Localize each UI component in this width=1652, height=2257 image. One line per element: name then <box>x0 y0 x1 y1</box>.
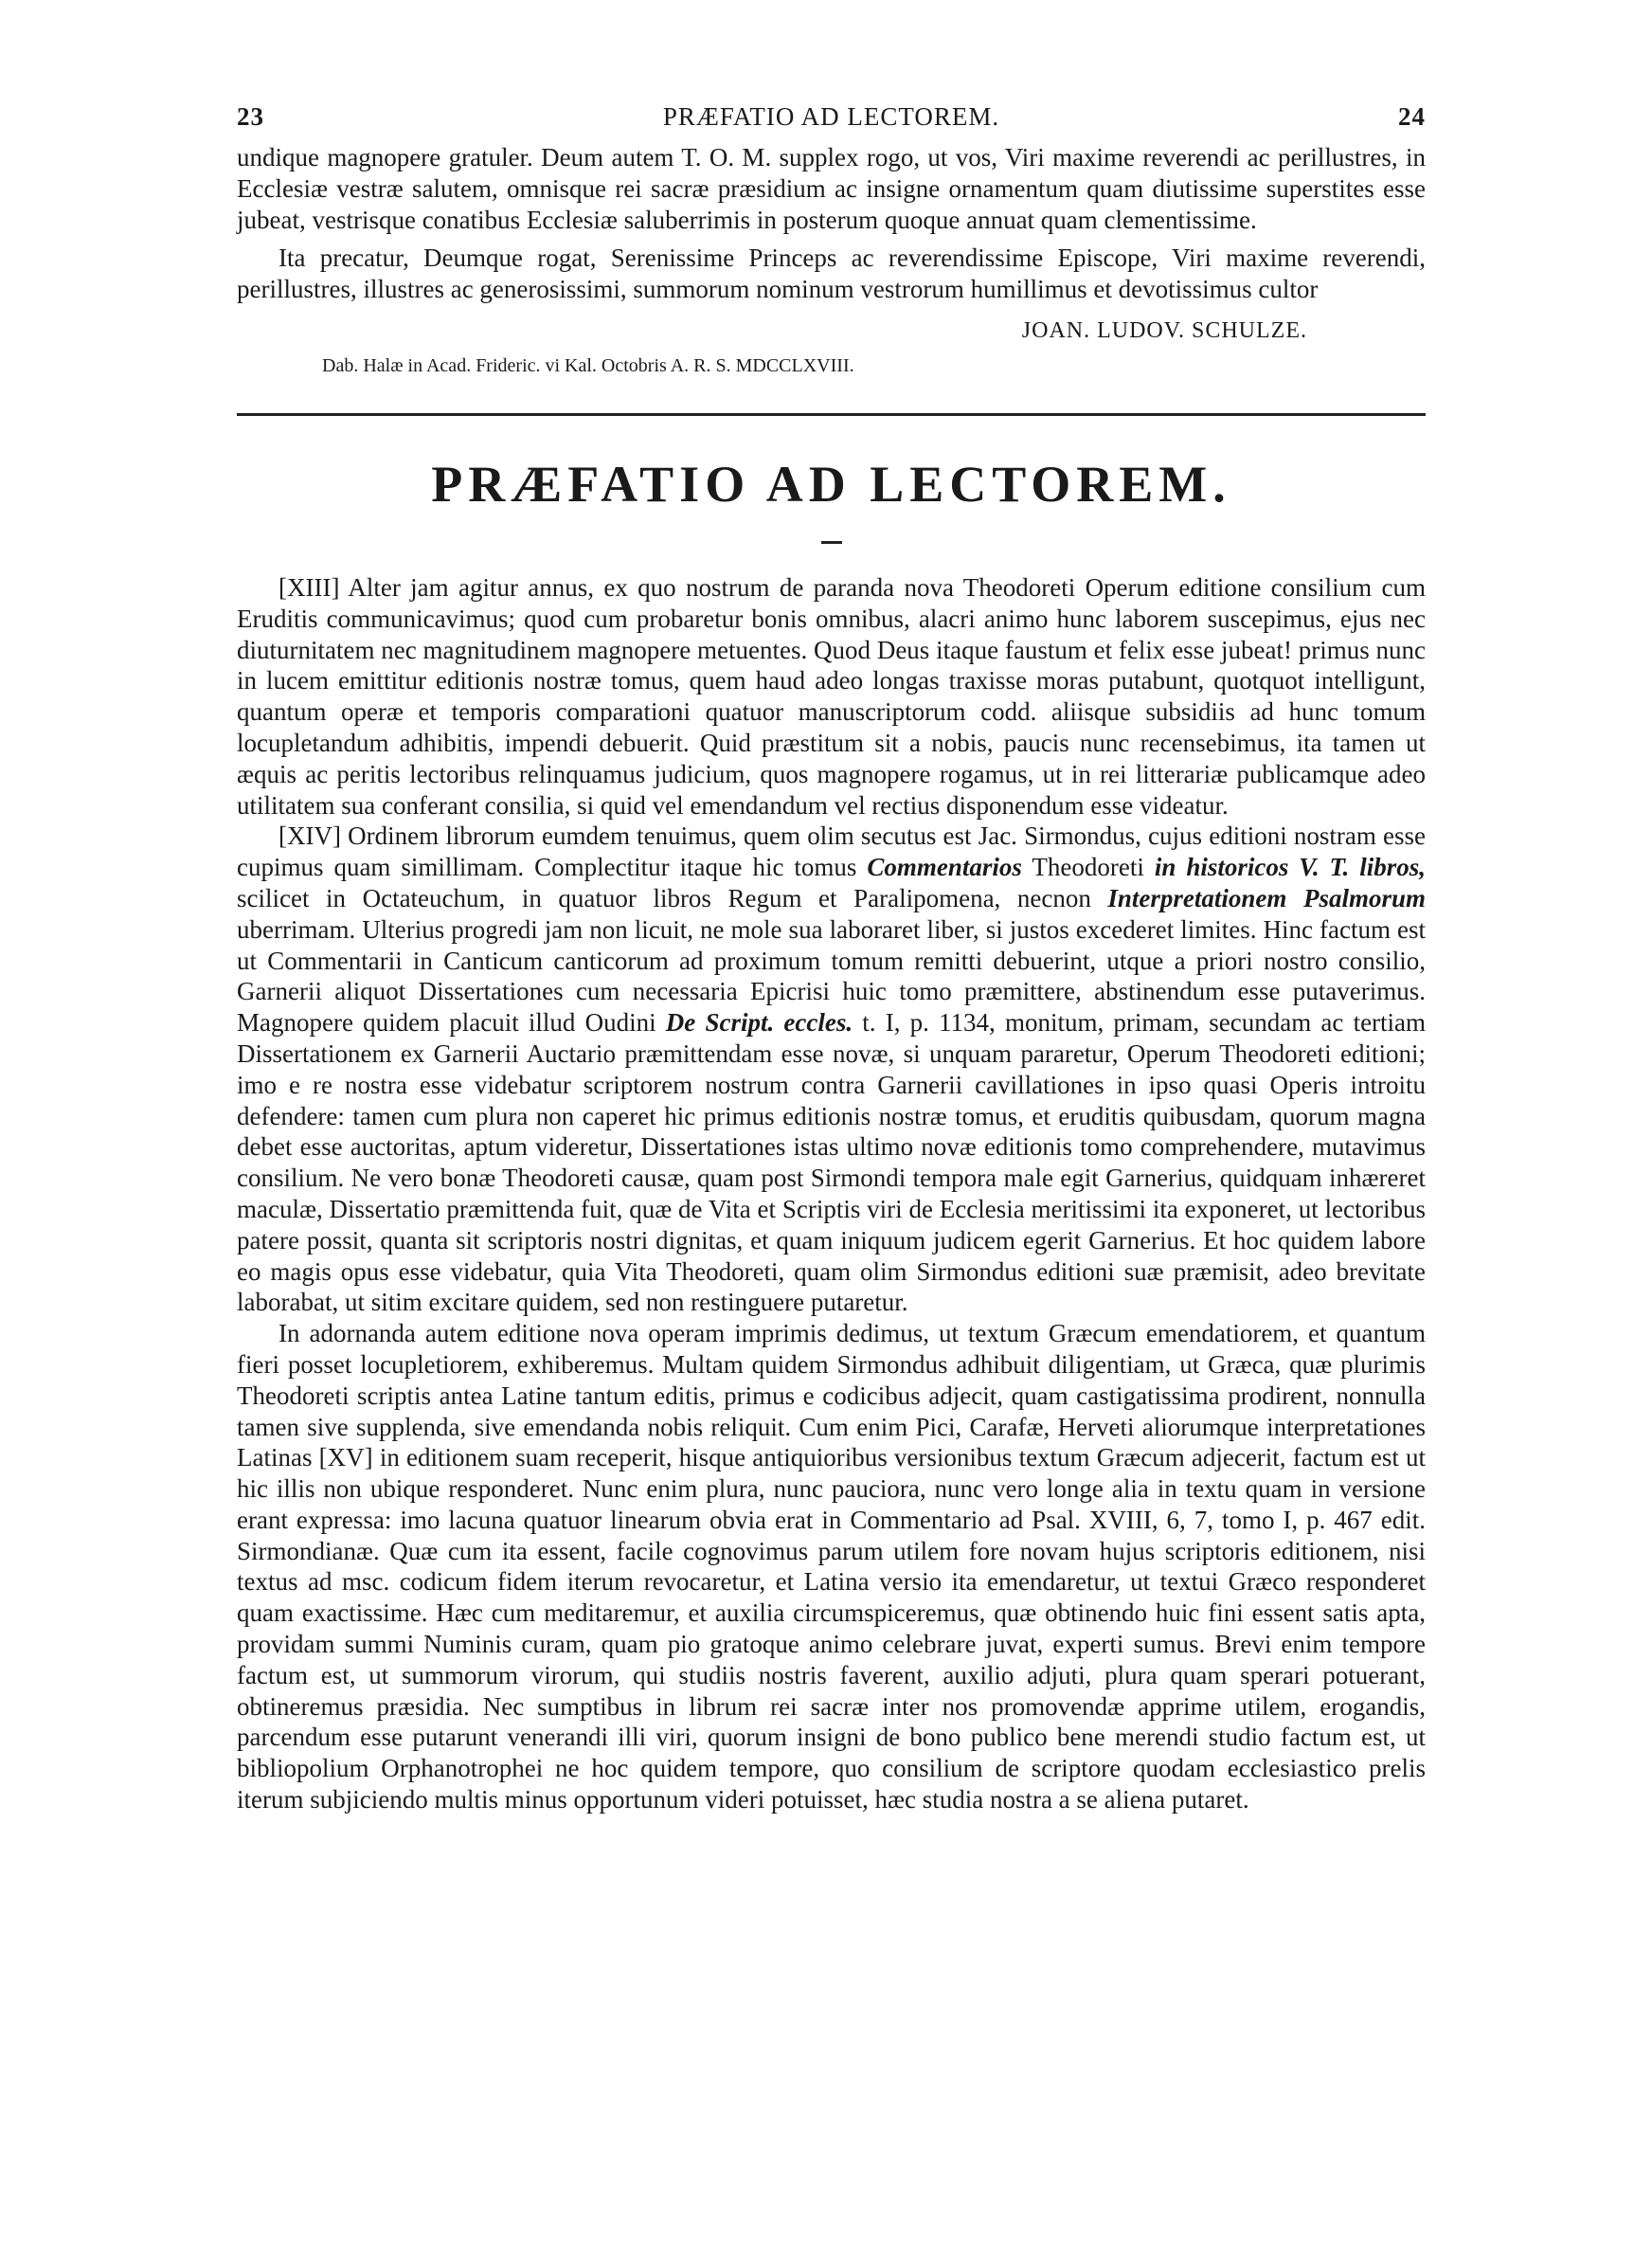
paragraph-text: uberrimam. Ulterius progredi jam non licuit, ne mole sua laboraret liber, si justos excederet limites. Hinc factum est ut Commentarii in Canticum canticorum ad proximum tomum remitti debuerint, utque a priori nostro consilio, Garnerii aliquot Dissertationes cum necessaria Epicrisi huic tomo præmittere, abstinendum esse putaverimus. Magnopere quidem placuit illud Oudini <box>237 914 1426 1038</box>
paragraph-text: In adornanda autem editione nova operam imprimis dedimus, ut textum Græcum emendatiorem, et quantum fieri posset locupletiorem, exhiberemus. Multam quidem Sirmondus adhibuit diligentiam, ut Græca, quæ plurimis Theodoreti scriptis antea Latine tantum editis, primus e codicibus adjecit, quam castigatissima prodirent, nonnulla tamen sive supplenda, sive emendanda nobis reliquit. Cum enim Pici, Carafæ, Herveti aliorumque interpretationes Latinas <box>237 1319 1426 1472</box>
page-number-left: 23 <box>237 102 264 131</box>
italic-title: Commentarios <box>867 853 1022 882</box>
preface-paragraph-1 <box>237 572 1426 821</box>
preface-paragraph-3 <box>237 1318 1426 1815</box>
section-marker: [XIII] <box>278 572 340 602</box>
document-page <box>237 102 1426 2215</box>
signature <box>237 318 1426 344</box>
section-marker: [XV] <box>318 1443 373 1472</box>
paragraph-text: Alter jam agitur annus, ex quo nostrum de paranda nova Theodoreti Operum editione consilium cum Eruditis communicavimus; quod cum probaretur bonis omnibus, alacri animo hunc laborem suscepimus, ejus nec diuturnitatem nec magnitudinem magnopere metuentes. Quod Deus itaque faustum et felix esse jubeat! primus nunc in lucem emittitur editionis nostræ tomus, quem haud adeo longas traxisse moras putabunt, quotquot intelligunt, quantum operæ et temporis comparationi quatuor manuscriptorum codd. aliisque subsidiis ad hunc tomum locupletandum adhibitis, impendi debuerit. Quid præstitum sit a nobis, paucis nunc recensebimus, ita tamen ut æquis ac peritis lectoribus relinquamus judicium, quos magnopere rogamus, ut in rei litterariæ publicamque adeo utilitatem sua conferant consilia, si quid vel emendandum vel rectius disponendum esse videatur. <box>237 572 1426 820</box>
italic-title: in historicos V. T. libros, <box>1154 853 1427 882</box>
letter-closing-paragraph: undique magnopere gratuler. Deum autem T. O. M. supplex rogo, ut vos, Viri maxime reverendi ac perillustres, in Ecclesiæ vestræ salutem, omnisque rei sacræ præsidium ac insigne ornamentum quam diutissime superstites esse jubeat, vestrisque conatibus Ecclesiæ saluberrimis in posterum quoque annuat quam clementissime. <box>237 143 1426 234</box>
paragraph-text: Ordinem librorum eumdem tenuimus, quem olim secutus est Jac. Sirmondus, cujus editioni nostram esse cupimus quam simillimam. Complectitur itaque hic tomus <box>237 822 1427 882</box>
preface-body <box>237 572 1426 1815</box>
paragraph-text: scilicet in Octateuchum, in quatuor libros Regum et Paralipomena, necnon <box>237 883 1091 912</box>
signature-name: JOAN. LUDOV. SCHULZE. <box>1021 317 1307 343</box>
dateline: Dab. Halæ in Acad. Frideric. vi Kal. Octobris A. R. S. MDCCLXVIII. <box>322 354 854 376</box>
paragraph-text: Theodoreti <box>1032 853 1144 882</box>
title-ornament <box>821 541 842 544</box>
letter-prayer-paragraph: Ita precatur, Deumque rogat, Serenissime Princeps ac reverendissime Episcope, Viri maxime reverendi, perillustres, illustres ac generosissimi, summorum nominum vestrorum humillimus et devotissimus cultor <box>237 244 1426 304</box>
section-divider <box>237 413 1426 416</box>
paragraph-text: in editionem suam receperit, hisque antiquioribus versionibus textum Græcum adjecerit, factum est ut hic illis non ubique responderet. Nunc enim plura, nunc pauciora, nunc vero longe alia in textu quam in versione erant expressa: imo lacuna quatuor linearum obvia erat in Commentario ad Psal. XVIII, 6, 7, tomo I, p. 467 edit. Sirmondianæ. Quæ cum ita essent, facile cognovimus parum utilem fore novam hujus scriptoris editionem, nisi textus ad msc. codicum fidem iterum revocaretur, et Latina versio ita emendaretur, ut textui Græco responderet quam exactissime. Hæc cum meditaremur, et auxilia circumspiceremus, quæ obtinendo huic fini essent satis apta, providam summi Numinis curam, quam pio gratoque animo celebrare juvat, experti sumus. Brevi enim tempore factum est, ut summorum virorum, qui studiis nostris faverent, auxilio adjuti, plura quam sperari potuerant, obtineremus præsidia. Nec sumptibus in librum rei sacræ inter nos promovendæ apprime utilem, erogandis, parcendum esse putarunt venerandi illi viri, quorum insigni de bono publico bene merendi studio factum est, ut bibliopolium Orphanotrophei ne hoc quidem tempore, quo consilium de scriptore quodam ecclesiastico prelis iterum subjiciendo multis minus opportunum videri potuisset, hæc studia nostra a se aliena putaret. <box>237 1443 1427 1815</box>
italic-citation: De Script. eccles. <box>665 1008 853 1038</box>
preface-paragraph-2 <box>237 821 1426 1318</box>
page-number-right: 24 <box>1398 102 1426 131</box>
section-marker: [XIV] <box>278 822 341 851</box>
running-title: PRÆFATIO AD LECTOREM. <box>662 102 1000 131</box>
section-title: PRÆFATIO AD LECTOREM. <box>431 455 1231 513</box>
paragraph-text: t. I, p. 1134, monitum, primam, secundam ac tertiam Dissertationem ex Garnerii Auctario præmittendam esse novæ, si unquam pararetur, Operum Theodoreti editioni; imo e re nostra esse videbatur scriptorem nostrum contra Garnerii cavillationes in ipso quasi Operis introitu defendere: tamen cum plura non caperet hic primus editionis nostræ tomus, et eruditis quibusdam, quorum magna debet esse auctoritas, aptum videretur, Dissertationes istas ultimo novæ editionis tomo comprehendere, mutavimus consilium. Ne vero bonæ Theodoreti causæ, quam post Sirmondi tempora male egit Garnerius, quidquam inhæreret maculæ, Dissertatio præmittenda fuit, quæ de Vita et Scriptis viri de Ecclesia meritissimi ita exponeret, ut lectoribus patere possit, quanta sit scriptoris nostri dignitas, et quam iniquum judicem egerit Garnerius. Et hoc quidem labore eo magis opus esse videbatur, quia Vita Theodoreti, quam olim Sirmondus editioni suæ præmisit, adeo brevitate laborabat, ut sitim excitare quidem, sed non restinguere putaretur. <box>237 1008 1427 1317</box>
running-head <box>237 102 1426 142</box>
italic-title: Interpretationem Psalmorum <box>1107 883 1427 912</box>
